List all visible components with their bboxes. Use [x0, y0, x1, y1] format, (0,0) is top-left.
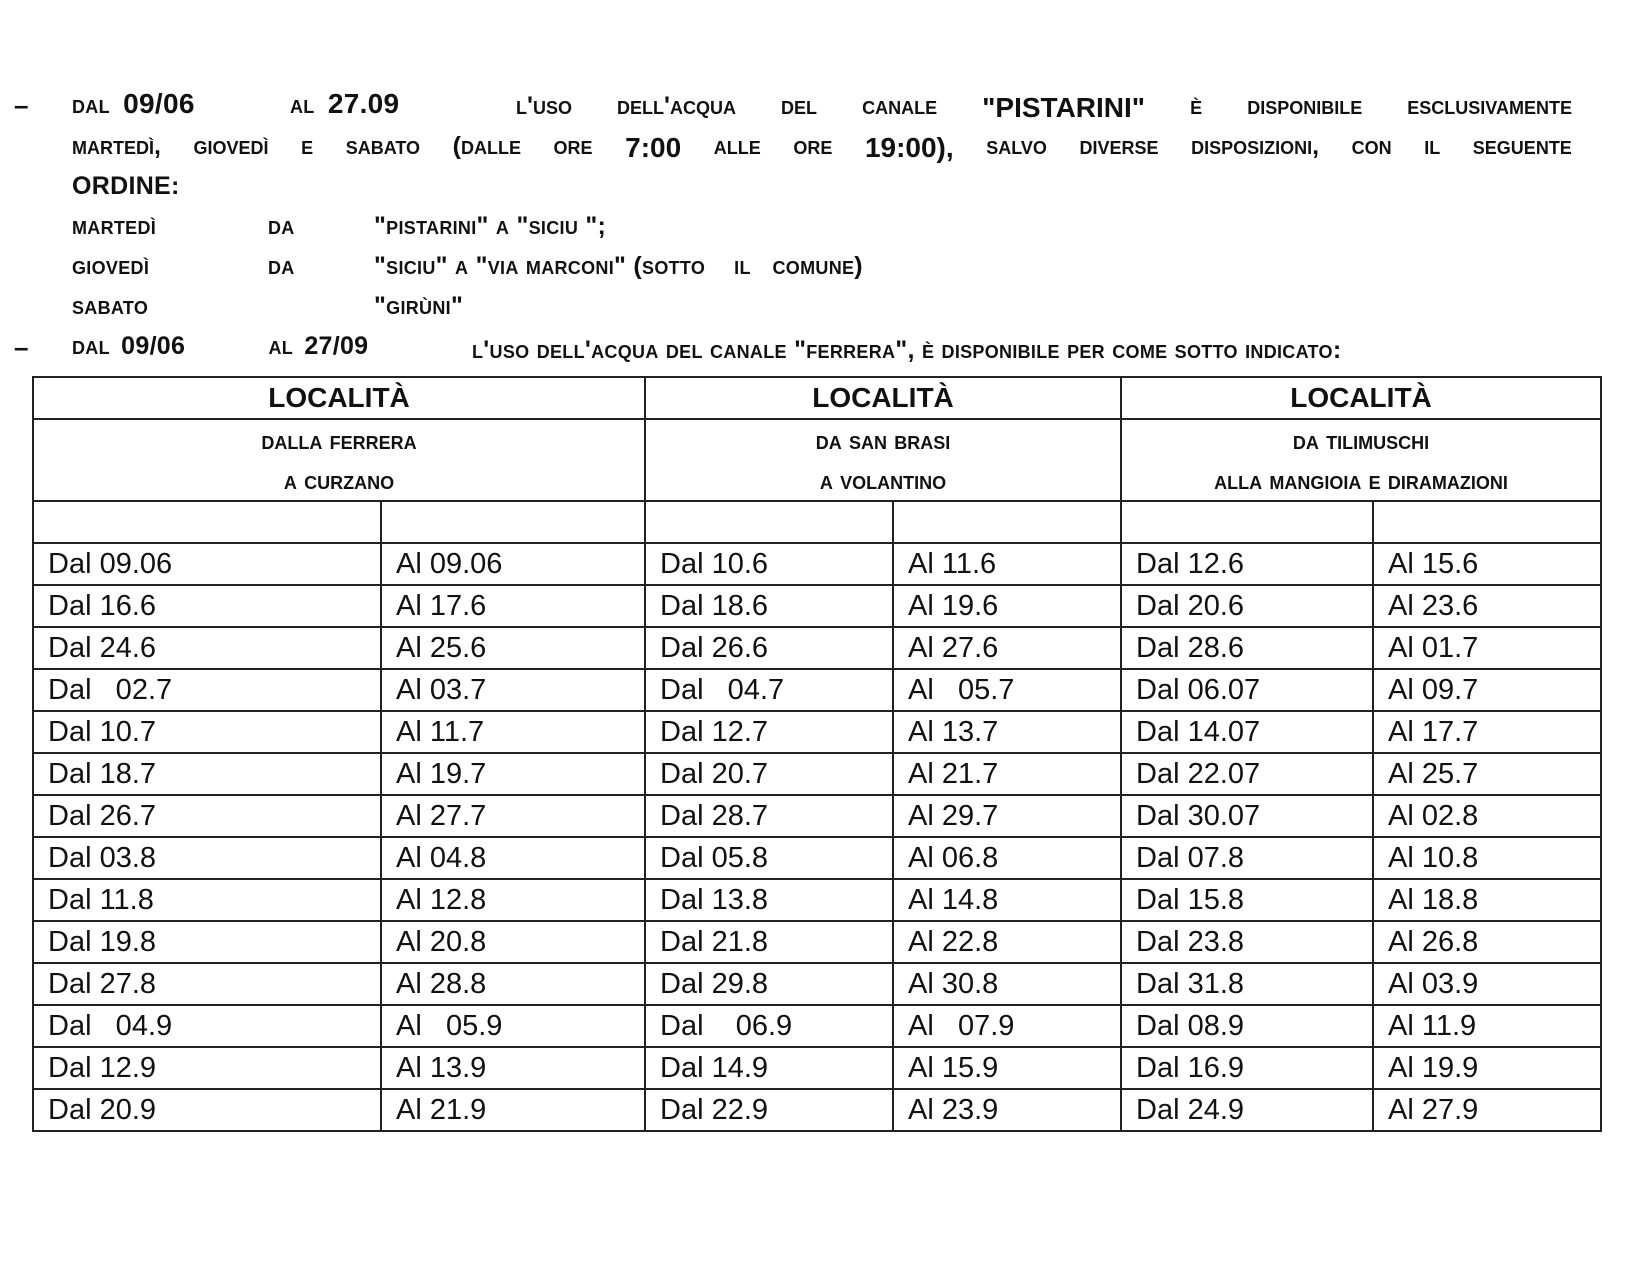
schedule-body — [33, 543, 1601, 1131]
p1-word: "PISTARINI" — [982, 92, 1146, 123]
p1-dal-label: dal — [72, 91, 110, 119]
zone-3-from-date: Dal 20.6 — [1121, 585, 1373, 627]
zone-2-from-date: Dal 28.7 — [645, 795, 893, 837]
zone-2-to-date: Al 07.9 — [893, 1005, 1121, 1047]
zone-1-from-date: Dal 18.7 — [33, 753, 381, 795]
zone-3-to-date: Al 09.7 — [1373, 669, 1601, 711]
zone-1-from-date: Dal 27.8 — [33, 963, 381, 1005]
table-row — [33, 921, 1601, 963]
zone-3-from-date: Dal 22.07 — [1121, 753, 1373, 795]
p1-word: 19:00), — [864, 132, 954, 163]
table-row — [33, 963, 1601, 1005]
zone-2-from-date: Dal 14.9 — [645, 1047, 893, 1089]
zone-2-from-date: Dal 04.7 — [645, 669, 893, 711]
zone-2-to-date: Al 15.9 — [893, 1047, 1121, 1089]
zone-3-to-date: Al 18.8 — [1373, 879, 1601, 921]
zone-2-from-date: Dal 05.8 — [645, 837, 893, 879]
zone-2-range — [645, 419, 1121, 501]
zone-1-to-date: Al 11.7 — [381, 711, 645, 753]
p2-al-label: al — [268, 332, 294, 360]
zone-3-from-date: Dal 06.07 — [1121, 669, 1373, 711]
zone-3-from-date: Dal 24.9 — [1121, 1089, 1373, 1131]
zone-1-to-date: Al 17.6 — [381, 585, 645, 627]
table-row — [33, 879, 1601, 921]
p1-line1 — [516, 92, 1572, 124]
zone-1-to-date: Al 28.8 — [381, 963, 645, 1005]
p1-word: sabato — [345, 132, 421, 160]
p1-word: alle — [713, 132, 761, 160]
zone-3-to-date: Al 11.9 — [1373, 1005, 1601, 1047]
p2-date-to: 27/09 — [304, 332, 369, 360]
blank-cell — [33, 501, 381, 543]
p1-date-from: 09/06 — [123, 88, 195, 119]
order-day-2: giovedì — [72, 252, 150, 280]
zone-3-to-date: Al 27.9 — [1373, 1089, 1601, 1131]
order-route-2: "siciu" a "via marconi" (sotto il comune) — [374, 252, 863, 280]
p1-word: ore — [553, 132, 593, 160]
table-row — [33, 1005, 1601, 1047]
zone-1-from-date: Dal 11.8 — [33, 879, 381, 921]
p2-date-from: 09/06 — [121, 332, 186, 360]
p1-word: è — [1190, 92, 1203, 120]
zone-2-to-date: Al 13.7 — [893, 711, 1121, 753]
zone-1-to-date: Al 05.9 — [381, 1005, 645, 1047]
zone-2-from-date: Dal 21.8 — [645, 921, 893, 963]
zone-2-from-date: Dal 29.8 — [645, 963, 893, 1005]
schedule-table — [32, 376, 1602, 1132]
zone-3-title: LOCALITÀ — [1121, 377, 1601, 419]
zone-3-to-date: Al 02.8 — [1373, 795, 1601, 837]
zone-3-range — [1121, 419, 1601, 501]
table-row — [33, 627, 1601, 669]
zone-3-from-date: Dal 15.8 — [1121, 879, 1373, 921]
blank-cell — [1373, 501, 1601, 543]
zone-2-to: a volantino — [819, 465, 947, 495]
zone-1-to-date: Al 03.7 — [381, 669, 645, 711]
zone-3-from-date: Dal 08.9 — [1121, 1005, 1373, 1047]
p1-word: (dalle — [452, 132, 521, 160]
zone-3-from-date: Dal 31.8 — [1121, 963, 1373, 1005]
zone-1-to-date: Al 04.8 — [381, 837, 645, 879]
zone-2-to-date: Al 06.8 — [893, 837, 1121, 879]
table-row — [33, 753, 1601, 795]
p1-word: l'uso — [516, 92, 572, 120]
zone-2-to-date: Al 19.6 — [893, 585, 1121, 627]
p2-text: l'uso dell'acqua del canale "ferrera", è disponibile per come sotto indicato: — [472, 336, 1342, 364]
blank-cell — [381, 501, 645, 543]
zone-3-to-date: Al 03.9 — [1373, 963, 1601, 1005]
order-route-1: "pistarini" a "siciu "; — [374, 212, 607, 240]
p1-word: canale — [862, 92, 938, 120]
table-row — [33, 837, 1601, 879]
zone-2-to-date: Al 27.6 — [893, 627, 1121, 669]
zone-1-from: dalla ferrera — [261, 425, 417, 455]
zone-1-from-date: Dal 04.9 — [33, 1005, 381, 1047]
p1-line3: ORDINE: — [72, 172, 180, 200]
zone-1-to-date: Al 13.9 — [381, 1047, 645, 1089]
order-route-3: "girùni" — [374, 292, 464, 320]
zone-2-to-date: Al 11.6 — [893, 543, 1121, 585]
zone-2-to-date: Al 21.7 — [893, 753, 1121, 795]
zone-3-to: alla mangioia e diramazioni — [1214, 465, 1508, 495]
p1-word: salvo — [986, 132, 1047, 160]
blank-cell — [893, 501, 1121, 543]
zone-2-to-date: Al 23.9 — [893, 1089, 1121, 1131]
zone-2-to-date: Al 30.8 — [893, 963, 1121, 1005]
p1-word: seguente — [1472, 132, 1572, 160]
order-day-1: martedì — [72, 212, 157, 240]
zone-1-range — [33, 419, 645, 501]
zone-3-from-date: Dal 23.8 — [1121, 921, 1373, 963]
p2-dal-label: dal — [72, 332, 110, 360]
zone-3-from-date: Dal 30.07 — [1121, 795, 1373, 837]
table-row — [33, 1047, 1601, 1089]
p1-date-to: 27.09 — [327, 88, 400, 119]
zone-3-to-date: Al 10.8 — [1373, 837, 1601, 879]
p1-word: martedì, — [72, 132, 161, 160]
zone-1-to-date: Al 09.06 — [381, 543, 645, 585]
table-row — [33, 669, 1601, 711]
zone-1-from-date: Dal 02.7 — [33, 669, 381, 711]
zone-2-to-date: Al 14.8 — [893, 879, 1121, 921]
zone-1-from-date: Dal 09.06 — [33, 543, 381, 585]
p1-word: disposizioni, — [1191, 132, 1320, 160]
zone-2-from-date: Dal 12.7 — [645, 711, 893, 753]
zone-3-to-date: Al 01.7 — [1373, 627, 1601, 669]
zone-2-from: da san brasi — [815, 425, 951, 455]
zone-3-to-date: Al 25.7 — [1373, 753, 1601, 795]
zone-2-from-date: Dal 10.6 — [645, 543, 893, 585]
zone-3-from-date: Dal 28.6 — [1121, 627, 1373, 669]
p2-date-range — [72, 332, 368, 361]
p1-word: il — [1424, 132, 1441, 160]
zone-2-to-date: Al 22.8 — [893, 921, 1121, 963]
zone-2-from-date: Dal 13.8 — [645, 879, 893, 921]
table-row — [33, 795, 1601, 837]
zone-3-from-date: Dal 16.9 — [1121, 1047, 1373, 1089]
zone-2-to-date: Al 29.7 — [893, 795, 1121, 837]
zone-3-from-date: Dal 12.6 — [1121, 543, 1373, 585]
zone-1-from-date: Dal 20.9 — [33, 1089, 381, 1131]
blank-cell — [645, 501, 893, 543]
table-row — [33, 585, 1601, 627]
zone-1-to-date: Al 20.8 — [381, 921, 645, 963]
zone-3-to-date: Al 19.9 — [1373, 1047, 1601, 1089]
zone-2-from-date: Dal 26.6 — [645, 627, 893, 669]
order-day-3: sabato — [72, 292, 149, 320]
header-row-blank — [33, 501, 1601, 543]
bullet-dash: – — [14, 332, 29, 362]
header-row-locality — [33, 377, 1601, 419]
p1-date-range — [72, 88, 399, 120]
table-row — [33, 543, 1601, 585]
zone-1-to-date: Al 21.9 — [381, 1089, 645, 1131]
zone-1-from-date: Dal 24.6 — [33, 627, 381, 669]
zone-2-from-date: Dal 06.9 — [645, 1005, 893, 1047]
p1-word: e — [301, 132, 314, 160]
zone-3-to-date: Al 15.6 — [1373, 543, 1601, 585]
zone-1-to-date: Al 25.6 — [381, 627, 645, 669]
zone-3-to-date: Al 17.7 — [1373, 711, 1601, 753]
p1-word: disponibile — [1247, 92, 1363, 120]
zone-1-from-date: Dal 10.7 — [33, 711, 381, 753]
zone-1-to: a curzano — [283, 465, 395, 495]
zone-3-from: da tilimuschi — [1292, 425, 1430, 455]
p1-word: esclusivamente — [1407, 92, 1572, 120]
zone-2-to-date: Al 05.7 — [893, 669, 1121, 711]
p1-word: dell'acqua — [617, 92, 736, 120]
p1-word: 7:00 — [625, 132, 682, 163]
order-da-1: da — [268, 212, 295, 240]
zone-1-from-date: Dal 19.8 — [33, 921, 381, 963]
zone-3-to-date: Al 26.8 — [1373, 921, 1601, 963]
zone-2-from-date: Dal 20.7 — [645, 753, 893, 795]
p1-al-label: al — [289, 91, 315, 119]
bullet-dash: – — [14, 90, 29, 120]
table-row — [33, 1089, 1601, 1131]
zone-3-to-date: Al 23.6 — [1373, 585, 1601, 627]
zone-2-title: LOCALITÀ — [645, 377, 1121, 419]
table-row — [33, 711, 1601, 753]
p1-word: del — [781, 92, 818, 120]
p1-line2 — [72, 132, 1572, 164]
zone-2-from-date: Dal 18.6 — [645, 585, 893, 627]
p1-word: giovedì — [193, 132, 269, 160]
zone-3-from-date: Dal 14.07 — [1121, 711, 1373, 753]
zone-1-from-date: Dal 26.7 — [33, 795, 381, 837]
p1-word: ore — [793, 132, 833, 160]
zone-1-to-date: Al 12.8 — [381, 879, 645, 921]
zone-1-from-date: Dal 16.6 — [33, 585, 381, 627]
zone-2-from-date: Dal 22.9 — [645, 1089, 893, 1131]
p1-word: diverse — [1079, 132, 1159, 160]
zone-1-title: LOCALITÀ — [33, 377, 645, 419]
zone-1-to-date: Al 27.7 — [381, 795, 645, 837]
zone-1-from-date: Dal 12.9 — [33, 1047, 381, 1089]
blank-cell — [1121, 501, 1373, 543]
header-row-zones — [33, 419, 1601, 501]
zone-3-from-date: Dal 07.8 — [1121, 837, 1373, 879]
zone-1-to-date: Al 19.7 — [381, 753, 645, 795]
zone-1-from-date: Dal 03.8 — [33, 837, 381, 879]
order-da-2: da — [268, 252, 295, 280]
p1-word: con — [1351, 132, 1392, 160]
